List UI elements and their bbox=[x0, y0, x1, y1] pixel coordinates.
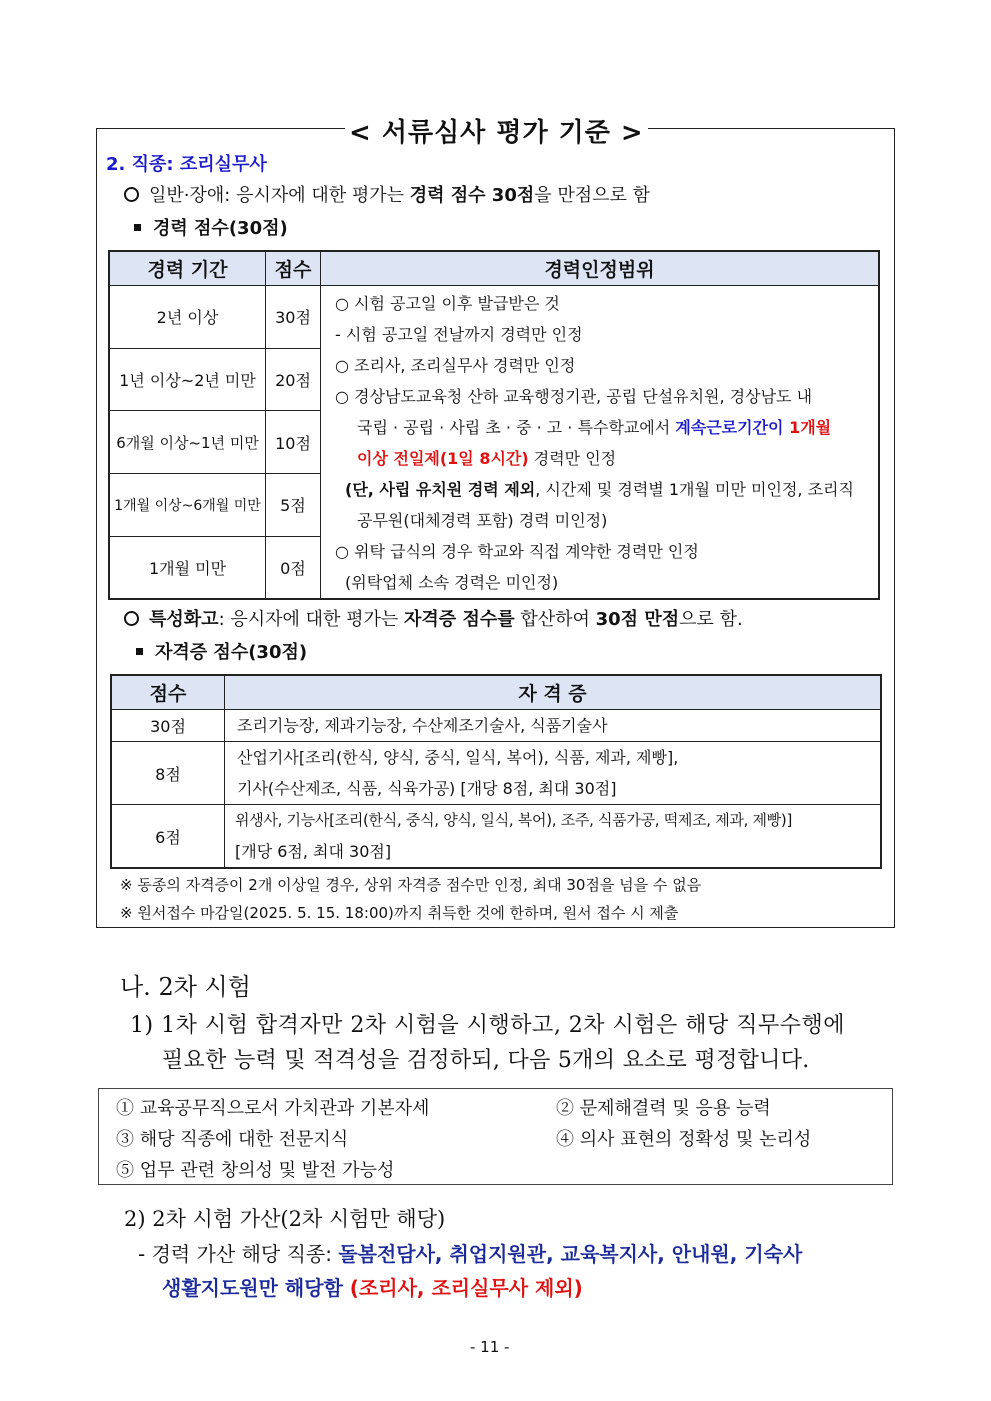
cert-line: 조리기능장, 제과기능장, 수산제조기술사, 식품기술사 bbox=[237, 716, 608, 735]
note: ※ 동종의 자격증이 2개 이상일 경우, 상위 자격증 점수만 인정, 최대 30점을 넘을 수 없음 bbox=[120, 876, 702, 894]
range-red: 이상 전일제(1일 8시간) bbox=[357, 449, 529, 468]
range-line bbox=[335, 412, 878, 443]
special-text: 으로 함. bbox=[679, 609, 743, 630]
range-line: (위탁업체 소속 경력은 미인정) bbox=[345, 573, 559, 592]
header-period: 경력 기간 bbox=[109, 251, 266, 286]
factor-item: ③ 해당 직종에 대한 전문지식 bbox=[116, 1129, 349, 1150]
special-bold: 자격증 점수를 bbox=[404, 609, 515, 630]
section-heading: 2. 직종: 조리실무사 bbox=[106, 154, 267, 175]
cert-line: [개당 6점, 최대 30점] bbox=[235, 842, 392, 861]
factor-item: ① 교육공무직으로서 가치관과 기본자세 bbox=[116, 1098, 430, 1119]
general-suffix: 을 만점으로 함 bbox=[534, 185, 651, 206]
special-bold: 특성화고 bbox=[149, 609, 219, 630]
circle-bullet-icon bbox=[124, 187, 139, 202]
period-cell: 6개월 이상~1년 미만 bbox=[109, 411, 266, 474]
range-red: 1개월 bbox=[789, 418, 832, 437]
career-score-title bbox=[134, 214, 288, 240]
page-number: - 11 - bbox=[470, 1338, 510, 1356]
cert-title-text: 자격증 점수(30점) bbox=[155, 642, 308, 663]
score-cell: 10점 bbox=[266, 411, 321, 474]
special-criteria bbox=[124, 605, 743, 631]
square-bullet-icon bbox=[134, 224, 141, 231]
header-score: 점수 bbox=[266, 251, 321, 286]
second-exam-heading: 나. 2차 시험 bbox=[120, 973, 251, 1001]
circle-bullet-icon bbox=[124, 611, 139, 626]
period-cell: 1개월 이상~6개월 미만 bbox=[109, 474, 266, 537]
factor-item: ② 문제해결력 및 응용 능력 bbox=[556, 1098, 771, 1119]
range-text: 경력만 인정 bbox=[528, 449, 617, 468]
factor-item: ④ 의사 표현의 정확성 및 논리성 bbox=[556, 1129, 812, 1150]
bonus-detail bbox=[138, 1238, 802, 1267]
bonus-exclusion: (조리사, 조리실무사 제외) bbox=[342, 1276, 583, 1300]
note: ※ 원서접수 마감일(2025. 5. 15. 18:00)까지 취득한 것에 한하며, 원서 접수 시 제출 bbox=[120, 904, 679, 922]
score-cell: 0점 bbox=[266, 536, 321, 599]
bonus-prefix: - 경력 가산 해당 직종: bbox=[138, 1242, 339, 1266]
special-text: : 응시자에 대한 평가는 bbox=[218, 609, 405, 630]
career-title-text: 경력 점수(30점) bbox=[153, 218, 288, 239]
range-text: 국립 · 공립 · 사립 초 · 중 · 고 · 특수학교에서 bbox=[357, 418, 676, 437]
period-cell: 1년 이상~2년 미만 bbox=[109, 348, 266, 411]
cert-table bbox=[110, 674, 882, 869]
career-table bbox=[108, 250, 880, 600]
bonus-jobs: 돌봄전담사, 취업지원관, 교육복지사, 안내원, 기숙사 bbox=[338, 1242, 803, 1266]
range-blue: 계속근로기간이 bbox=[675, 418, 790, 437]
box-title: < 서류심사 평가 기준 > bbox=[345, 112, 648, 149]
special-text: 합산하여 bbox=[514, 609, 596, 630]
range-text: , 시간제 및 경력별 1개월 미만 미인정, 조리직 bbox=[535, 480, 854, 499]
bonus-jobs: 생활지도원만 해당함 bbox=[162, 1276, 343, 1300]
range-line: ○ 시험 공고일 이후 발급받은 것 bbox=[335, 294, 560, 313]
range-cell bbox=[321, 286, 880, 600]
general-bold: 경력 점수 30점 bbox=[409, 185, 535, 206]
score-cell: 5점 bbox=[266, 474, 321, 537]
cert-score-cell: 30점 bbox=[111, 710, 225, 742]
general-criteria bbox=[124, 181, 650, 207]
header-cert: 자 격 증 bbox=[225, 675, 882, 710]
cert-line: 위생사, 기능사[조리(한식, 중식, 양식, 일식, 복어), 조주, 식품가공, 떡제조, 제과, 제빵)] bbox=[235, 811, 793, 829]
header-range: 경력인정범위 bbox=[321, 251, 880, 286]
cert-list-cell bbox=[225, 710, 882, 742]
cert-list-cell bbox=[225, 805, 882, 869]
score-cell: 20점 bbox=[266, 348, 321, 411]
range-line: ○ 조리사, 조리실무사 경력만 인정 bbox=[335, 356, 576, 375]
cert-score-cell: 6점 bbox=[111, 805, 225, 869]
cert-list-cell bbox=[225, 742, 882, 805]
header-score: 점수 bbox=[111, 675, 225, 710]
bonus-heading: 2) 2차 시험 가산(2차 시험만 해당) bbox=[124, 1207, 446, 1231]
range-line bbox=[335, 474, 878, 505]
range-line: - 시험 공고일 전날까지 경력만 인정 bbox=[335, 325, 583, 344]
cert-score-cell: 8점 bbox=[111, 742, 225, 805]
score-cell: 30점 bbox=[266, 286, 321, 349]
period-cell: 2년 이상 bbox=[109, 286, 266, 349]
square-bullet-icon bbox=[136, 648, 143, 655]
general-prefix: 일반·장애: 응시자에 대한 평가는 bbox=[149, 185, 410, 206]
range-line bbox=[335, 443, 878, 474]
special-bold: 30점 만점 bbox=[595, 609, 680, 630]
range-line: 공무원(대체경력 포함) 경력 미인정) bbox=[357, 511, 608, 530]
cert-line: 기사(수산제조, 식품, 식육가공) [개당 8점, 최대 30점] bbox=[237, 779, 617, 798]
period-cell: 1개월 미만 bbox=[109, 536, 266, 599]
range-bold: (단, 사립 유치원 경력 제외 bbox=[345, 480, 536, 499]
second-exam-paragraph: 1) 1차 시험 합격자만 2차 시험을 시행하고, 2차 시험은 해당 직무수행에 bbox=[130, 1013, 846, 1038]
cert-score-title bbox=[136, 638, 307, 664]
second-exam-paragraph: 필요한 능력 및 적격성을 검정하되, 다음 5개의 요소로 평정합니다. bbox=[162, 1048, 810, 1073]
factor-item: ⑤ 업무 관련 창의성 및 발전 가능성 bbox=[116, 1160, 395, 1181]
range-line: ○ 위탁 급식의 경우 학교와 직접 계약한 경력만 인정 bbox=[335, 542, 699, 561]
range-line: ○ 경상남도교육청 산하 교육행정기관, 공립 단설유치원, 경상남도 내 bbox=[335, 387, 813, 406]
cert-line: 산업기사[조리(한식, 양식, 중식, 일식, 복어), 식품, 제과, 제빵], bbox=[237, 748, 679, 767]
bonus-detail bbox=[162, 1272, 583, 1301]
